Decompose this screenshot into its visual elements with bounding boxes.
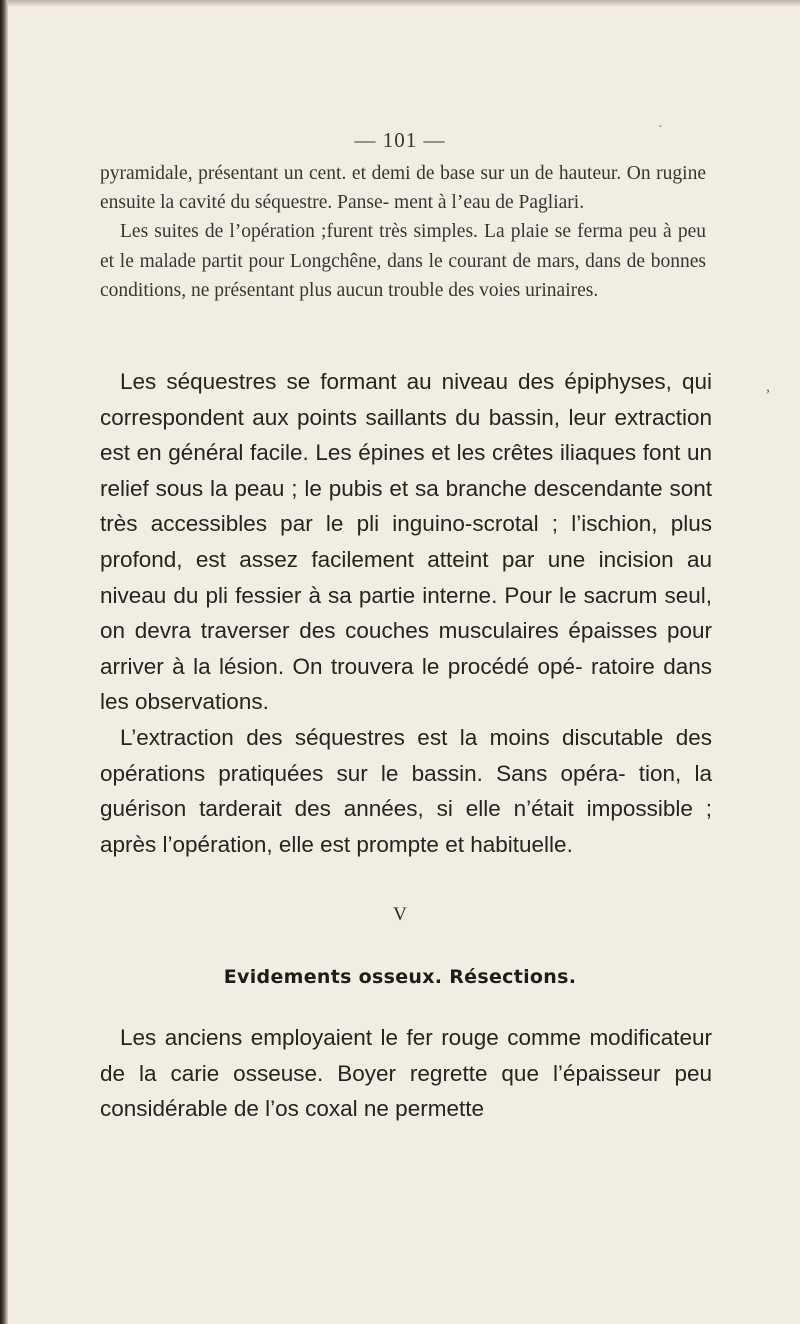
text-line: l’épaisseur peu considérable de l’os coxal ne permette — [100, 1060, 712, 1122]
text-line: extraction est en général facile. Les épines et les — [100, 404, 712, 466]
text-line: modificateur de la carie osseuse. Boyer regrette que — [100, 1025, 712, 1086]
page-number: — 101 — — [354, 128, 446, 152]
main-text-block — [100, 364, 712, 862]
text-line: ratoire dans les observations. — [100, 653, 712, 715]
text-line: hauteur. On rugine ensuite la cavité du séquestre. Panse- — [100, 163, 707, 214]
text-line: qui correspondent aux points saillants du bassin, leur — [100, 369, 712, 430]
text-line: L’extraction des séquestres est la moins discutable — [120, 724, 664, 750]
text-line: plus aucun trouble des voies urinaires. — [299, 279, 599, 301]
text-line: ferma peu à peu et le malade partit pour Longchêne, dans le — [100, 221, 707, 272]
text-line: Les séquestres se formant au niveau des épiphyses, — [120, 369, 672, 394]
text-line: Les suites de l’opération ;furent très simples. La plaie se — [120, 221, 572, 243]
margin-speck-mark: · — [658, 120, 663, 135]
section-heading: Evidements osseux. Résections. — [223, 966, 577, 988]
main-paragraph-1 — [100, 364, 712, 720]
text-line: assez facilement atteint par une incision au niveau du — [100, 546, 713, 608]
text-line: des opérations pratiquées sur le bassin. Sans opéra- — [100, 724, 712, 786]
text-line: on devra traverser des couches musculaires épaisses — [100, 618, 658, 644]
text-line: tion, la guérison tarderait des années, si elle n’était — [100, 760, 712, 822]
text-line: le pli inguino-scrotal ; l’ischion, plus profond, est — [100, 511, 712, 572]
small-paragraph-1 — [100, 159, 706, 217]
text-line: pli fessier à sa partie interne. Pour le sacrum seul, — [205, 582, 712, 608]
small-print-block — [100, 159, 706, 305]
text-line: impossible ; après l’opération, elle est prompte et — [100, 796, 713, 857]
text-line: courant de mars, dans de bonnes conditions, ne présentant — [100, 250, 706, 301]
small-paragraph-2 — [100, 217, 706, 305]
section-paragraph-1 — [100, 1020, 712, 1127]
text-line: pour arriver à la lésion. On trouvera le procédé opé- — [100, 618, 712, 679]
text-line: ment à l’eau de Pagliari. — [394, 192, 585, 214]
main-paragraph-2 — [100, 720, 712, 862]
margin-tick-mark: , — [766, 378, 770, 395]
text-line: Les anciens employaient le fer rouge comme — [120, 1025, 581, 1050]
section-numeral: V — [393, 904, 407, 925]
section-text-block — [100, 1020, 712, 1127]
text-line: et sa branche descendante sont très accessibles par — [100, 475, 712, 537]
text-line: habituelle. — [470, 831, 573, 857]
text-line: crêtes iliaques font un relief sous la peau ; le pubis — [100, 440, 712, 501]
text-line: pyramidale, présentant un cent. et demi de base sur un de — [100, 163, 554, 184]
